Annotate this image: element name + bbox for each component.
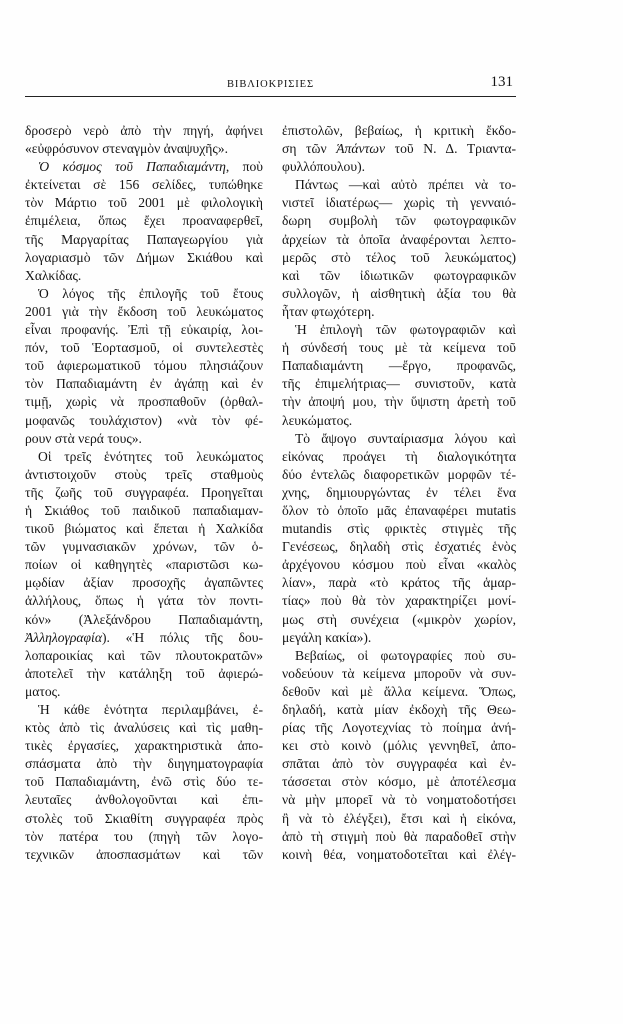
italic-title: Ἀλληλογραφία — [25, 629, 102, 645]
text-line: τεχνικῶν ἀποσπασμάτων καὶ τῶν — [25, 846, 263, 862]
text-line: ἐπιμέλεια, ὅπως ἔχει προαναφερθεῖ, — [25, 213, 263, 229]
text-line: ρίας τῆς Λογοτεχνίας τὸ ποίημα ἀνή- — [282, 720, 516, 736]
text-line: κοινὴ θέα, νοηματοδοτεῖται καὶ ἐλέγ- — [282, 846, 516, 862]
text-line: 2001 γιὰ τὴν ἔκδοση τοῦ λευκώματος — [25, 303, 263, 319]
paragraph — [282, 647, 516, 864]
text-line: Ἡ κάθε ἑνότητα περιλαμβάνει, ἐ- — [38, 702, 263, 717]
italic-title: Ἁπάντων — [336, 141, 386, 157]
text-line: λίαν», παρὰ «τὸ κράτος τῆς ἁμαρ- — [282, 575, 516, 591]
text-line: τὴν ἀποψή μου, τὴν ὕψιστη ἀρετὴ τοῦ — [282, 394, 516, 410]
text-line: ἐπιστολῶν, βεβαίως, ἡ κριτικὴ ἔκδο- — [282, 123, 516, 138]
text-line: Τὸ ἄψογο συνταίριασμα λόγου καὶ — [295, 430, 516, 446]
paragraph — [282, 176, 516, 321]
text-line: ἀρχέγονου κόσμου ποὺ εἶναι «καλὸς — [282, 557, 516, 573]
text-line: σπάσματα ἀπὸ τὴν διηγηματογραφία — [25, 756, 263, 772]
text-line: σπᾶται ἀπὸ τὸν συγγραφέα καὶ ἐν- — [282, 756, 516, 772]
text-line: εἶναι προφανής. Ἐπὶ τῇ εὐκαιρίᾳ, λοι- — [25, 322, 263, 338]
text-line: ἀπὸ τὴ στιγμὴ ποὺ θὰ παραδοθεῖ στὴν — [282, 828, 516, 844]
text-line — [282, 140, 516, 158]
text-line: λοπαροικίας καὶ τῶν πλουτοκρατῶν» — [25, 647, 263, 663]
text-line: δωρη συμβολὴ τῶν φωτογραφικῶν — [282, 213, 516, 229]
text-line: «εὐφρόσυνον στεναγμὸν ἀναψυχῆς». — [25, 141, 228, 157]
right-column — [282, 122, 516, 864]
text-line: μερῶς στὸ τέλος τοῦ λευκώματος) — [282, 249, 516, 265]
text-line: δηλαδή, κατὰ μίαν ἐκδοχὴ τῆς Θεω- — [282, 702, 516, 717]
text-line: ἐκτείνεται σὲ 156 σελίδες, τυπώθηκε — [25, 177, 263, 193]
text-line: δροσερὸ νερὸ ἀπὸ τὴν πηγή, ἀφήνει — [25, 123, 263, 138]
page-number: 131 — [490, 74, 513, 90]
text-line: τὸν Μάρτιο τοῦ 2001 μὲ φιλολογικὴ — [25, 195, 263, 211]
text-line: ρουν στὰ νερά τους». — [25, 430, 142, 446]
text-segment: τοῦ Ν. Δ. Τριαντα- — [385, 141, 516, 157]
text-line: Πάντως —καὶ αὐτὸ πρέπει νὰ το- — [295, 177, 516, 193]
page-header — [25, 73, 516, 95]
text-line: Οἱ τρεῖς ἑνότητες τοῦ λευκώματος — [38, 448, 263, 464]
text-line: τικὲς ἐργασίες, χαρακτηριστικὰ ἀπο- — [25, 738, 263, 754]
paragraph — [25, 285, 263, 448]
text-line: χνης, δημιουργώντας ἐν τέλει ἕνα — [282, 484, 516, 500]
text-line: Παπαδιαμάντη —ἔργο, προφανῶς, — [282, 358, 516, 374]
text-line: ἀλλήλους, ὅπως ἡ γάτα τὸν ποντι- — [25, 593, 263, 609]
text-line: μοφανῶς τουλάχιστον) «νὰ τὸν φέ- — [25, 412, 263, 428]
text-line: λογαριασμὸ τῶν Δήμων Σκιάθου καὶ — [25, 249, 263, 265]
paragraph — [25, 158, 263, 285]
text-line: δύο ἐντελῶς διαφορετικῶν μορφῶν τέ- — [282, 466, 516, 482]
text-line: mutandis στὶς φρικτὲς στιγμὲς τῆς — [282, 521, 516, 537]
text-line: Γενέσεως, δηλαδὴ στὶς ἐσχατιές ἑνὸς — [282, 539, 516, 555]
header-rule — [25, 96, 516, 97]
text-line: ποίων οἱ καθηγητὲς «παριστῶσι κω- — [25, 557, 263, 573]
text-line: Βεβαίως, οἱ φωτογραφίες ποὺ συ- — [295, 647, 516, 663]
text-line: μῳδίαν ἀξίαν προσοχῆς ἀγαπῶντες — [25, 575, 263, 591]
text-line: κει στὸ κοινὸ (μόλις γεννηθεῖ, ἀπο- — [282, 738, 516, 754]
text-line — [25, 629, 263, 647]
paragraph — [25, 122, 263, 158]
text-line: κόν» (Ἀλεξάνδρου Παπαδιαμάντη, — [25, 611, 263, 627]
text-line: τιμῇ, χωρὶς νὰ προσπαθοῦν (ὀρθαλ- — [25, 394, 263, 410]
text-line: καὶ τῶν ἰδιωτικῶν φωτογραφικῶν — [282, 267, 516, 283]
paragraph — [282, 122, 516, 176]
text-line: Ὁ λόγος τῆς ἐπιλογῆς τοῦ ἔτους — [38, 285, 263, 301]
text-line: Ἡ ἐπιλογὴ τῶν φωτογραφιῶν καὶ — [295, 322, 516, 338]
text-line: πόν, τοῦ Ἑορτασμοῦ, οἱ συντελεστὲς — [25, 340, 263, 356]
text-line: μως στὴ συνέχεια («μικρὸν χωρίον, — [282, 611, 516, 627]
text-line: τάσσεται στὸν κόσμο, μὲ ἀποτέλεσμα — [282, 774, 516, 790]
text-line: Χαλκίδας. — [25, 267, 82, 283]
text-line: συλλογῶν, ἡ αἰσθητικὴ ἀξία του θὰ — [282, 285, 516, 301]
text-line: ἡ Σκιάθος τοῦ παιδικοῦ παπαδιαμαν- — [25, 502, 263, 518]
text-line: ματος. — [25, 683, 61, 699]
text-line: ἀποτελεῖ τὴν κατάληξη τοῦ ἀφιερώ- — [25, 665, 263, 681]
text-line: φυλλόπουλου). — [282, 159, 365, 175]
italic-title: Ὁ κόσμος τοῦ Παπαδιαμάντη — [38, 159, 226, 175]
paragraph — [25, 448, 263, 701]
text-line: ἡ σύνδεσή τους μὲ τὰ κείμενα τοῦ — [282, 340, 516, 356]
paragraph — [25, 701, 263, 864]
text-line: τίας» ποὺ θὰ τὸν χαρακτηρίζει μονί- — [282, 593, 516, 609]
text-line: ἀρχείων τὰ ὁποῖα ἀναφέρονται λεπτο- — [282, 231, 516, 247]
paragraph — [282, 321, 516, 430]
text-line: τοῦ Παπαδιαμάντη, ἐνῶ στὶς δύο τε- — [25, 774, 263, 790]
text-line: κτὸς ἀπὸ τὶς ἀναλύσεις καὶ τὶς μαθη- — [25, 720, 263, 736]
text-line: ἀντιστοιχοῦν στοὺς τρεῖς σταθμοὺς — [25, 466, 263, 482]
text-line: δεθοῦν καὶ μὲ ἄλλα κείμενα. Ὅπως, — [282, 683, 516, 699]
text-line: ἦταν φτωχότερη. — [282, 303, 375, 319]
section-title: ΒΙΒΛΙΟΚΡΙΣΙΕΣ — [227, 79, 314, 90]
text-line: τὸν πατέρα του (πηγὴ τῶν λογο- — [25, 828, 263, 844]
left-column — [25, 122, 263, 864]
text-line: τοῦ ἀφιερωματικοῦ τόμου πλησιάζουν — [25, 358, 263, 374]
text-segment: ση τῶν — [282, 141, 337, 157]
text-line: νιστεῖ ἰδιατέρως— χωρὶς τὴ γενναιό- — [282, 195, 516, 211]
text-segment: ). «Ἡ πόλις τῆς δου- — [101, 629, 263, 645]
text-line: τικοῦ βιώματος καὶ ἕπεται ἡ Χαλκίδα — [25, 521, 263, 537]
text-line: τῆς ζωῆς τοῦ συγγραφέα. Προηγεῖται — [25, 484, 263, 500]
text-line: ἢ νὰ τὸ ἐλέγξει), ἔτσι καὶ ἡ εἰκόνα, — [282, 810, 516, 826]
text-line: νὰ μὴν μπορεῖ νὰ τὸ νοηματοδοτήσει — [282, 792, 516, 808]
text-line: λευκώματος. — [282, 412, 353, 428]
text-line: μεγάλη κακία»). — [282, 629, 372, 645]
text-line: τῶν γυμνασιακῶν χρόνων, τῶν ὁ- — [25, 539, 263, 555]
text-line: τὸν Παπαδιαμάντη ἐν ἀγάπῃ καὶ ἐν — [25, 376, 263, 392]
text-line: νοδεύουν τὰ κείμενα μποροῦν νὰ συν- — [282, 665, 516, 681]
text-line: ὅλον τὸ ὁποῖο μᾶς ἐπαναφέρει mutatis — [282, 502, 516, 518]
text-line: εἰκόνας προάγει τὴ διαλογικότητα — [282, 448, 516, 464]
text-line: λευταῖες ἀνθολογοῦνται καὶ ἐπι- — [25, 792, 263, 808]
text-line: στολὲς τοῦ Σκιαθίτη συγγραφέα πρὸς — [25, 810, 263, 826]
text-line — [25, 158, 263, 176]
text-line: τῆς ἐπιμελήτριας— συνιστοῦν, κατὰ — [282, 376, 516, 392]
text-segment: , ποὺ — [225, 159, 263, 175]
paragraph — [282, 430, 516, 647]
text-line: τῆς Μαργαρίτας Παπαγεωργίου γιὰ — [25, 231, 263, 247]
